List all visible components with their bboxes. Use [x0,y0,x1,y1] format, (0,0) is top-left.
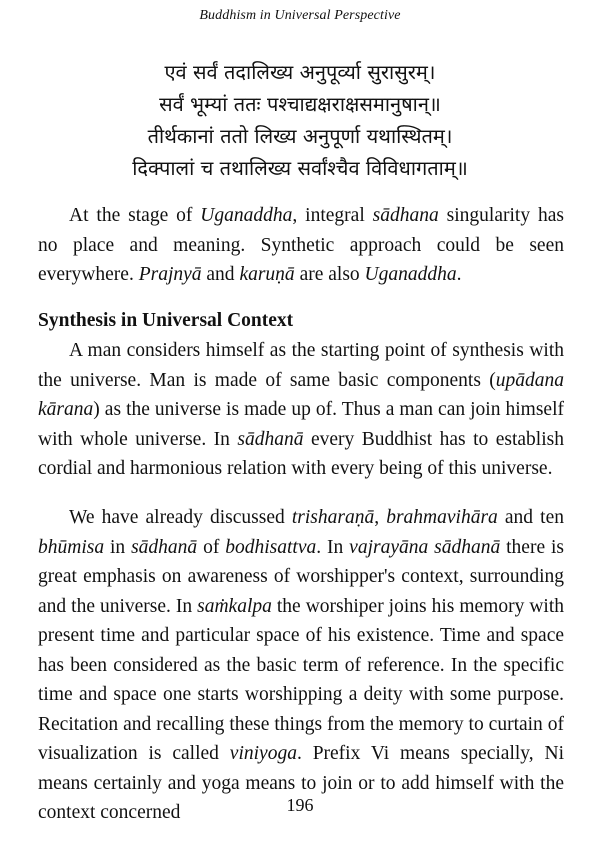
text-span: are also [294,264,365,285]
italic-term: sādhana [372,205,439,226]
text-span: A man considers himself as the starting point of synthesis with the universe. Man is made of same basic components ( [38,340,564,391]
text-span: singularity has no place and meaning. Synthetic approach could be seen everywhere. [38,205,564,285]
text-span: of [197,536,226,558]
italic-term: bodhisattva [225,536,317,558]
paragraph-viniyoga [38,503,564,828]
verse-line-4: दिक्पालां च तथालिख्य सर्वांश्चैव विविधागताम्॥ [132,156,468,180]
verse-line-2: सर्वं भूम्यां ततः पश्चाद्यक्षराक्षसमानुषान्॥ [159,92,441,116]
text-span: We have already discussed [69,507,292,528]
text-span: , integral [292,205,373,226]
italic-term: viniyoga [229,743,297,764]
text-span: . Prefix Vi means specially, Ni means certainly and yoga means to join or to add himself with the context concerned [38,743,564,823]
italic-term: trisharaṇā [291,507,375,528]
italic-term: brahmavihāra [386,507,498,528]
text-span: . In [316,536,350,558]
paragraph-synthesis [38,336,564,484]
text-span: , [374,507,387,528]
page-number: 196 [286,795,314,815]
verse-line-1: एवं सर्वं तदालिख्य अनुपूर्व्या सुरासुरम्। [164,60,436,84]
italic-term: Prajnyā [138,264,202,285]
sanskrit-verse [0,56,600,184]
text-span: the worshiper joins his memory with present time and particular space of his existence. Time and space has been considered as the basic term of reference. In the specific time and space one starts worshipping a deity with some purpose. Recitation and recalling these things from the memory to curtain of visualization is called [38,595,564,764]
italic-term: sādhanā [131,536,198,558]
running-head: Buddhism in Universal Perspective [199,8,401,23]
italic-term: Uganaddha [200,205,293,226]
italic-term: karuṇā [239,264,295,285]
text-span: and [201,264,240,285]
italic-term: saṁkalpa [197,595,272,617]
italic-term: sādhanā [237,428,304,450]
italic-term: Uganaddha [364,264,457,285]
section-heading: Synthesis in Universal Context [38,310,294,331]
text-span: in [104,536,132,558]
italic-term: vajrayāna sādhanā [349,536,501,558]
italic-term: bhūmisa [38,536,105,558]
text-span: and ten [497,507,564,528]
text-span: At the stage of [69,205,201,226]
text-span: . [456,264,462,285]
paragraph-uganaddha [38,201,564,290]
italic-term: upādana kārana [38,369,564,420]
text-span: there is great emphasis on awareness of worshipper's context, surrounding and the universe. In [38,536,565,617]
text-span: ) as the universe is made up of. Thus a man can join himself with whole universe. In [38,399,564,450]
verse-line-3: तीर्थकानां ततो लिख्य अनुपूर्णा यथास्थितम्। [147,124,453,148]
text-span: every Buddhist has to establish cordial and harmonious relation with every being of this universe. [38,428,564,479]
